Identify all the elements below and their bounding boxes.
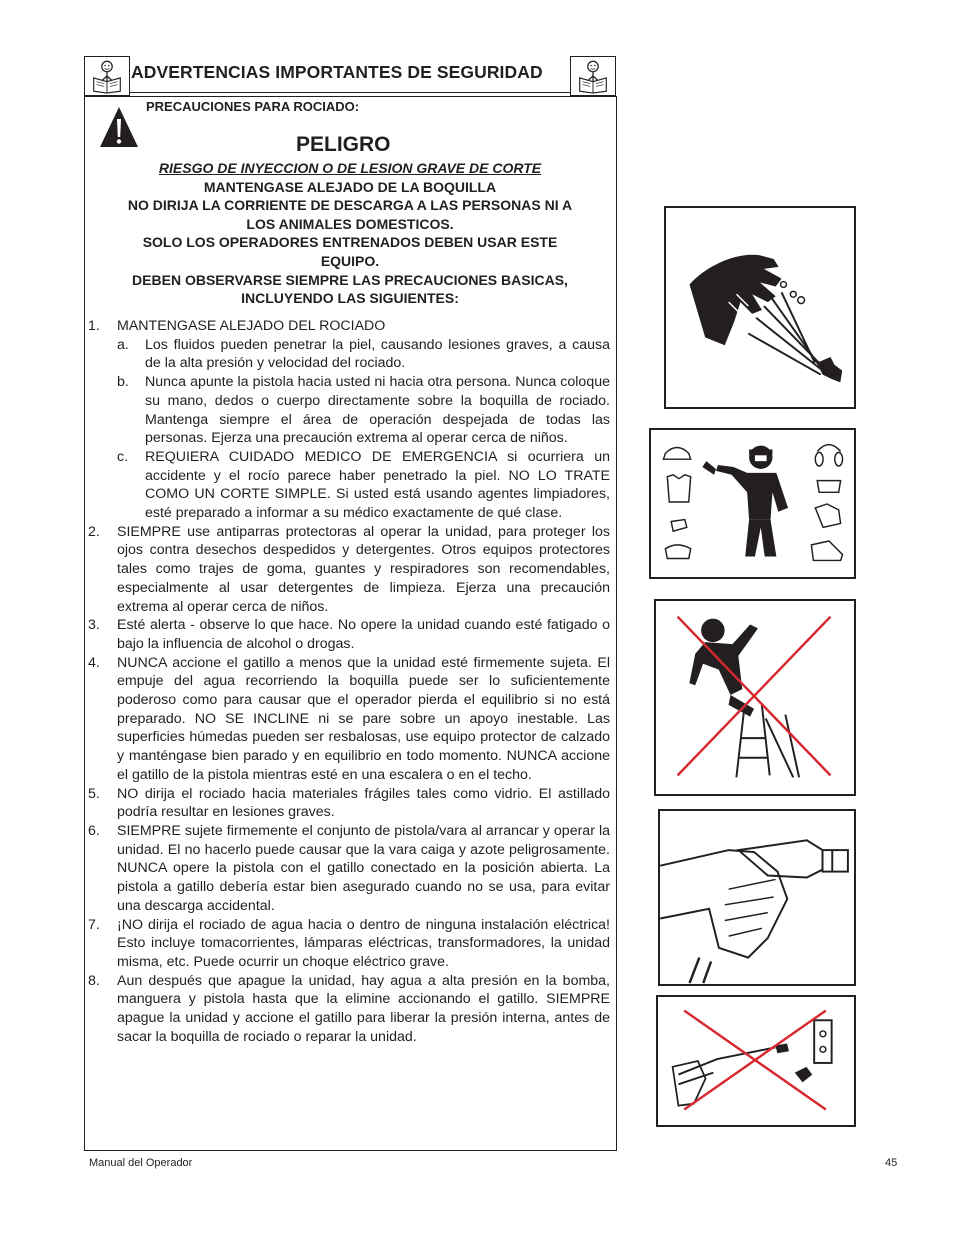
- list-item: [88, 654, 610, 785]
- footer-manual-title: Manual del Operador: [89, 1157, 193, 1169]
- item-number: 5.: [88, 785, 100, 802]
- item-number: 7.: [88, 916, 100, 933]
- sub-item-letter: b.: [117, 374, 129, 391]
- sub-list-item: [117, 336, 610, 373]
- sub-list-item: [117, 373, 610, 448]
- danger-line: MANTENGASE ALEJADO DE LA BOQUILLA: [203, 178, 497, 195]
- item-number: 4.: [88, 654, 100, 671]
- no-ladder-icon: [654, 599, 856, 796]
- precautions-list: [88, 317, 610, 1046]
- hand-holding-gun-icon: [658, 809, 856, 986]
- no-spray-electrical-icon: [656, 995, 856, 1127]
- danger-line: LOS ANIMALES DOMESTICOS.: [246, 215, 454, 232]
- item-number: 3.: [88, 617, 100, 634]
- danger-line: EQUIPO.: [320, 252, 380, 269]
- list-item: [88, 972, 610, 1047]
- list-item: [88, 822, 610, 916]
- item-number: 1.: [88, 318, 100, 334]
- signal-word: PELIGRO: [296, 133, 391, 156]
- item-number: 6.: [88, 822, 100, 839]
- item-text: Aun después que apague la unidad, hay agua a alta presión en la bomba, manguera y pistola hasta que la elimine accionando el gatillo. SIEMPRE apague la unidad y accione el gatillo para liberar la presión interna, antes de sacar la boquilla de rociado o reparar la unidad.: [117, 972, 610, 1045]
- item-number: 8.: [88, 972, 100, 989]
- header-rule: [130, 92, 570, 93]
- danger-line: NO DIRIJA LA CORRIENTE DE DESCARGA A LAS PERSONAS NI A: [127, 197, 573, 214]
- reading-manual-icon: [570, 56, 616, 96]
- danger-line: DEBEN OBSERVARSE SIEMPRE LAS PRECAUCIONES BASICAS,: [132, 271, 568, 288]
- item-text: SIEMPRE use antiparras protectoras al operar la unidad, para proteger los ojos contra desechos despedidos y detergentes. Otros equipos protectores tales como trajes de goma, guantes y respiradores son recomendables, especialmente al usar detergentes de limpieza. Ejerza una precaución extrema al operar cerca de niños.: [117, 523, 610, 615]
- warning-triangle-icon: [98, 105, 140, 149]
- danger-line: INCLUYENDO LAS SIGUIENTES:: [241, 290, 459, 307]
- page-title: ADVERTENCIAS IMPORTANTES DE SEGURIDAD: [131, 62, 543, 82]
- item-number: 2.: [88, 523, 100, 540]
- list-item: [88, 523, 610, 617]
- sub-list-item: [117, 448, 610, 523]
- section-subtitle: PRECAUCIONES PARA ROCIADO:: [146, 99, 360, 114]
- item-text: MANTENGASE ALEJADO DEL ROCIADO: [117, 318, 386, 334]
- list-item: [88, 616, 610, 653]
- item-text: ¡NO dirija el rociado de agua hacia o dentro de ninguna instalación eléctrica! Esto incluye tomacorrientes, lámparas eléctricas, transformadores, la unidad misma, etc. Puede ocurrir un choque eléctrico grave.: [117, 916, 610, 970]
- sub-item-text: REQUIERA CUIDADO MEDICO DE EMERGENCIA si ocurriera un accidente y el rocío parece haber penetrado la piel. NO LO TRATE COMO UN CORTE SIMPLE. Si usted está usando agentes limpiadores, esté preparado a informar a su médico exactamente de qué clase.: [145, 448, 610, 522]
- sub-item-letter: c.: [117, 448, 129, 465]
- page-number: 45: [885, 1157, 898, 1169]
- danger-line: SOLO LOS OPERADORES ENTRENADOS DEBEN USAR ESTE: [142, 234, 558, 251]
- protective-equipment-icon: [649, 428, 856, 579]
- item-text: NO dirija el rociado hacia materiales frágiles tales como vidrio. El astillado podría resultar en lesiones graves.: [117, 785, 610, 821]
- sub-item-letter: a.: [117, 336, 129, 353]
- sub-item-text: Nunca apunte la pistola hacia usted ni hacia otra persona. Nunca coloque su mano, dedos o cuerpo directamente sobre la boquilla de rociado. Mantenga siempre el área de operación despejada de todas las personas. Ejerza una precaución extrema al operar cerca de niños.: [145, 374, 610, 447]
- item-text: SIEMPRE sujete firmemente el conjunto de pistola/vara al arrancar y operar la unidad. El no hacerlo puede causar que la vara caiga y azote peligrosamente. NUNCA opere la pistola con el gatillo conectado en la posición abierta. La pistola a gatillo debería estar bien asegurado cuando no se usa, para evitar una descarga accidental.: [117, 822, 610, 914]
- sub-item-text: Los fluidos pueden penetrar la piel, causando lesiones graves, a causa de la alta presión y velocidad del rociado.: [145, 336, 610, 372]
- list-item: [88, 785, 610, 822]
- hazard-statement: RIESGO DE INYECCION O DE LESION GRAVE DE CORTE: [158, 160, 542, 176]
- danger-message: [96, 159, 604, 308]
- list-item: [88, 317, 610, 523]
- reading-manual-icon: [84, 56, 130, 96]
- item-text: Esté alerta - observe lo que hace. No opere la unidad cuando esté fatigado o bajo la influencia de alcohol o drogas.: [117, 617, 610, 652]
- item-text: NUNCA accione el gatillo a menos que la unidad esté firmemente sujeta. El empuje del agua recorriendo la boquilla puede ser lo suficientemente poderoso como para causar que el operador pierda el equilibrio si no está preparado. NO SE INCLINE ni se pare sobre un apoyo inestable. Las superficies húmedas pueden ser resbalosas, use equipo protector de calzado y manténgase bien parado y en equilibrio en todo momento. NUNCA accione el gatillo de la pistola mientras esté en una escalera o en el techo.: [117, 654, 610, 783]
- list-item: [88, 916, 610, 972]
- spray-injection-hand-icon: [664, 206, 856, 409]
